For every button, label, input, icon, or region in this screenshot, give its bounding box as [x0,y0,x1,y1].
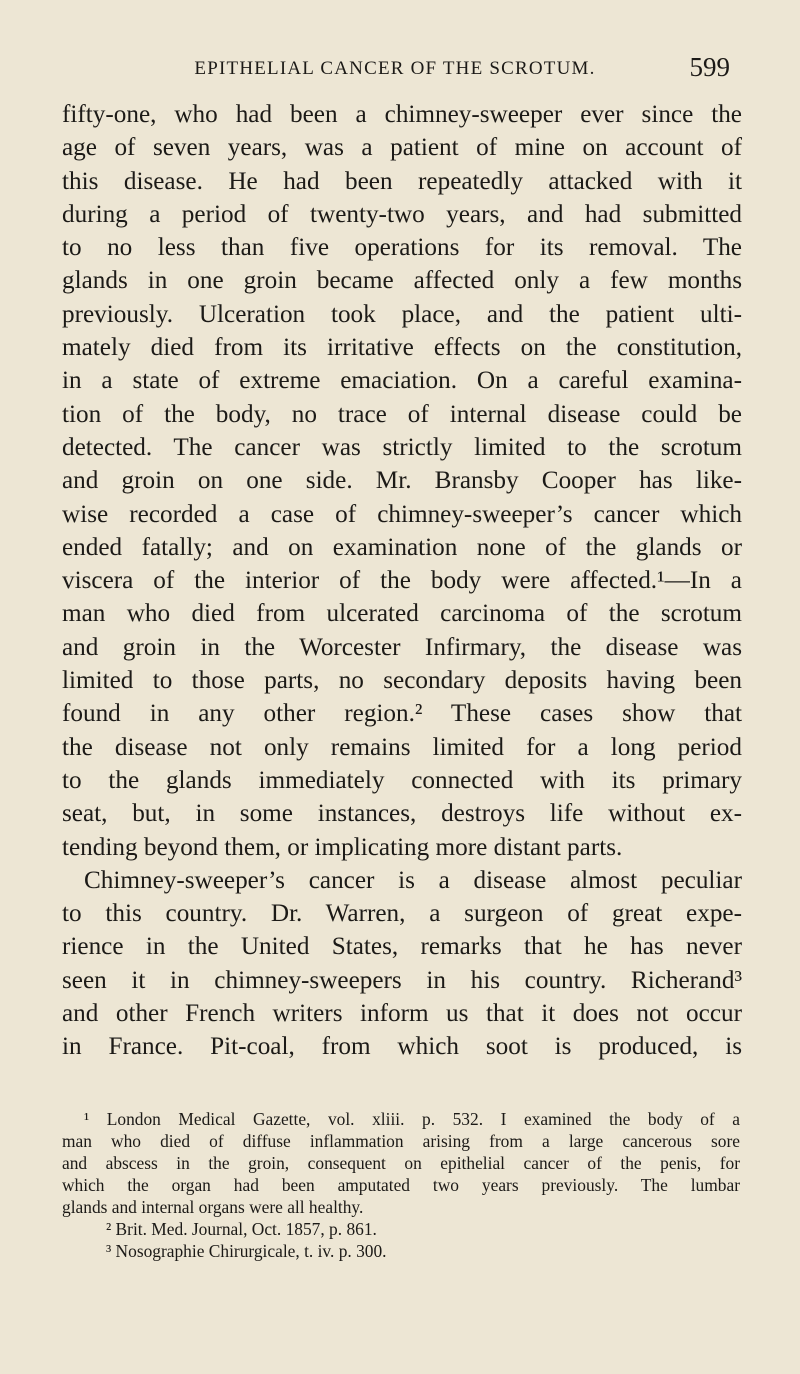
text-line: detected. The cancer was strictly limited to the scrotum [62,433,742,461]
text-line: during a period of twenty-two years, and had submitted [62,200,742,228]
text-line: and groin in the Worcester Infirmary, the disease was [62,633,742,661]
text-line: previously. Ulceration took place, and the patient ulti- [62,300,742,328]
footnote-line: man who died of diffuse inflammation arising from a large cancerous sore [62,1131,740,1151]
text-line: and other French writers inform us that it does not occur [62,1000,742,1028]
page-number: 599 [689,52,730,82]
text-line: Chimney-sweeper’s cancer is a disease almost peculiar [84,866,742,894]
body-text [62,98,742,1064]
text-line: to this country. Dr. Warren, a surgeon of great expe- [62,900,742,928]
running-header [60,50,730,90]
text-line: age of seven years, was a patient of mine on account of [62,134,742,162]
text-line: the disease not only remains limited for a long period [62,733,742,761]
footnote-line: and abscess in the groin, consequent on epithelial cancer of the penis, for [62,1153,740,1173]
footnote-line: ³ Nosographie Chirurgicale, t. iv. p. 300. [106,1241,387,1261]
text-line: mately died from its irritative effects on the constitution, [62,334,742,362]
text-line: wise recorded a case of chimney-sweeper’s cancer which [62,500,742,528]
footnote-line: which the organ had been amputated two years previously. The lumbar [62,1175,740,1195]
text-line: to the glands immediately connected with its primary [62,766,742,794]
text-line: in France. Pit-coal, from which soot is produced, is [62,1033,742,1061]
footnote-line: ¹ London Medical Gazette, vol. xliii. p. 532. I examined the body of a [84,1109,740,1129]
text-line: rience in the United States, remarks that he has never [62,933,742,961]
running-title: EPITHELIAL CANCER OF THE SCROTUM. [194,58,596,79]
text-line: and groin on one side. Mr. Bransby Cooper has like- [62,467,742,495]
text-line: in a state of extreme emaciation. On a careful examina- [62,367,742,395]
text-line: fifty-one, who had been a chimney-sweeper ever since the [62,101,742,128]
text-line: to no less than five operations for its removal. The [62,234,742,262]
text-line: tion of the body, no trace of internal disease could be [62,400,742,428]
footnotes [62,1108,740,1262]
text-line: seat, but, in some instances, destroys life without ex- [62,800,742,828]
text-line: seen it in chimney-sweepers in his country. Richerand³ [62,966,742,994]
text-line: ended fatally; and on examination none of the glands or [62,533,742,561]
text-line: glands in one groin became affected only a few months [62,267,742,295]
text-line: found in any other region.² These cases show that [62,700,742,728]
text-line: viscera of the interior of the body were affected.¹—In a [62,567,742,595]
text-line: limited to those parts, no secondary deposits having been [62,667,742,695]
text-line: man who died from ulcerated carcinoma of the scrotum [62,600,742,628]
footnote-line: glands and internal organs were all healthy. [62,1197,364,1217]
text-line: tending beyond them, or implicating more distant parts. [62,833,623,861]
text-line: this disease. He had been repeatedly attacked with it [62,167,742,195]
footnote-line: ² Brit. Med. Journal, Oct. 1857, p. 861. [106,1219,377,1239]
